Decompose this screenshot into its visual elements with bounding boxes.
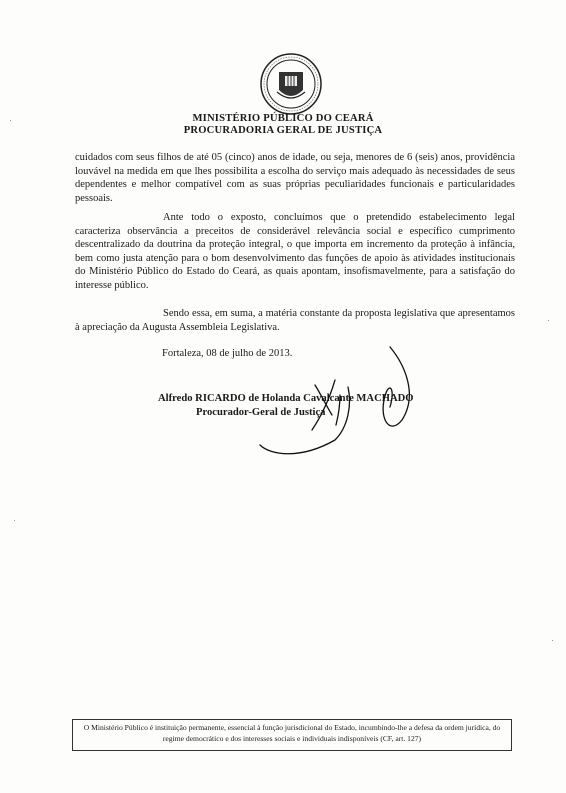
signer-name: Alfredo RICARDO de Holanda Cavalcante MACHADO xyxy=(158,393,414,404)
handwritten-signature xyxy=(240,335,440,465)
signer-role: Procurador-Geral de Justiça xyxy=(196,407,326,418)
paragraph-3: Sendo essa, em suma, a matéria constante da proposta legislativa que apresentamos à apreciação da Augusta Assembleia Legislativa. xyxy=(75,308,515,333)
date-line: Fortaleza, 08 de julho de 2013. xyxy=(162,348,293,359)
institution-name: MINISTÉRIO PÚBLICO DO CEARÁ xyxy=(192,113,374,124)
scan-speck xyxy=(548,320,549,321)
scan-speck xyxy=(552,640,553,641)
scan-speck xyxy=(10,120,11,121)
footer-notice: O Ministério Público é instituição permanente, essencial à função jurisdicional do Estado, incumbindo-lhe a defesa da ordem jurídica, do regime democrático e dos interesses sociais e individuais indisponíveis (CF, art. 127) xyxy=(72,719,512,751)
ministerio-publico-seal-icon xyxy=(259,52,323,116)
department-name: PROCURADORIA GERAL DE JUSTIÇA xyxy=(183,125,383,136)
paragraph-1: cuidados com seus filhos de até 05 (cinco) anos de idade, ou seja, menores de 6 (seis) anos, providência louvável na medida em que lhes possibilita a escolha do serviço mais adequado às necessidades de seus dependentes e melhor compatível com as suas próprias peculiaridades funcionais e particularidades pessoais. xyxy=(75,152,515,204)
paragraph-2: Ante todo o exposto, concluímos que o pretendido estabelecimento legal caracteriza observância a preceitos de considerável relevância social e específico cumprimento descentralizado da doutrina da proteção integral, o que importa em incremento da proteção à infância, bem como justa atenção para o bom desenvolvimento das funções de apoio às atividades institucionais do Ministério Público do Estado do Ceará, as quais apontam, insofismavelmente, para a satisfação do interesse público. xyxy=(75,212,515,291)
scan-speck xyxy=(14,520,15,521)
